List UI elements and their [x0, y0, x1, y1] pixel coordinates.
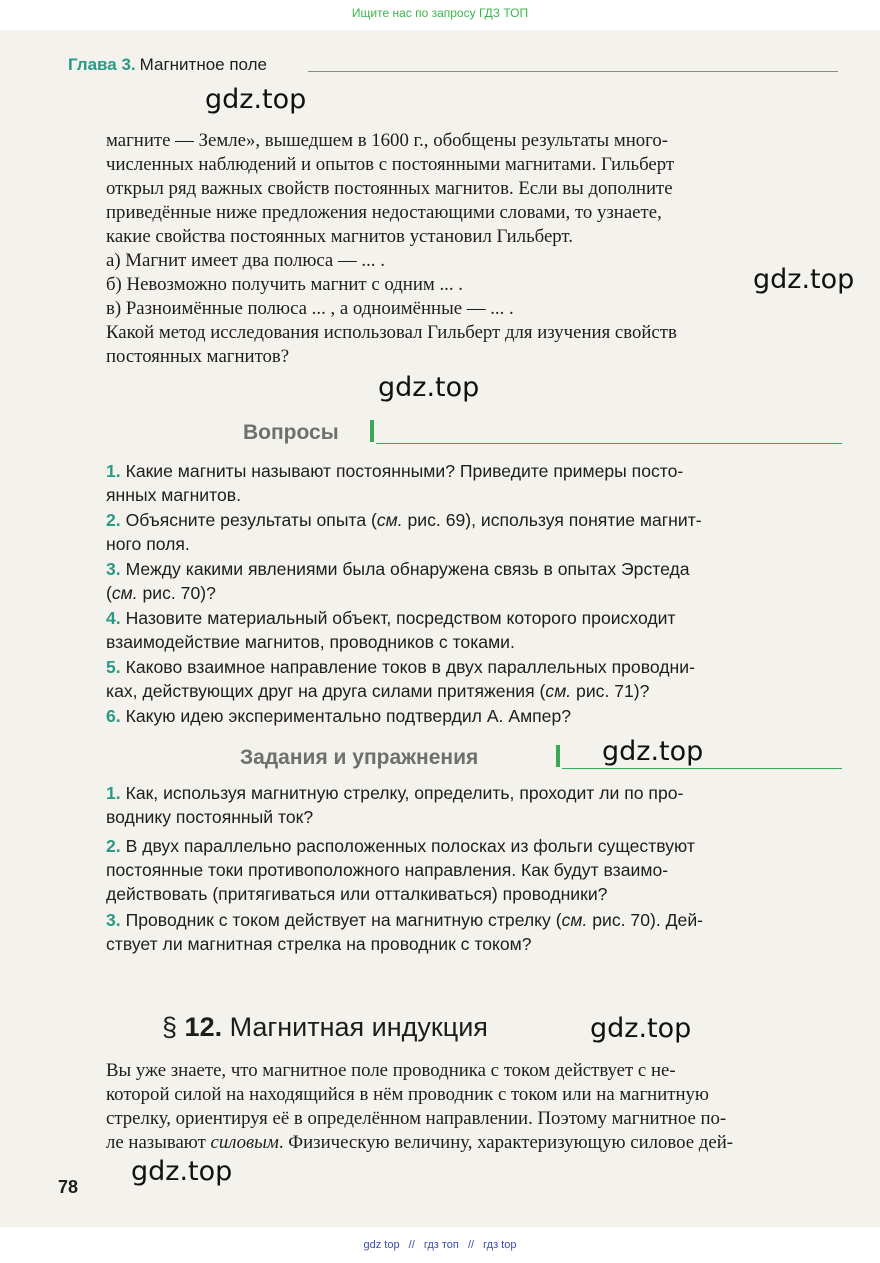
- task-item: 1. Как, используя магнитную стрелку, определить, проходит ли по про-: [106, 783, 684, 803]
- text-line: численных наблюдений и опытов с постоянными магнитами. Гильберт: [106, 154, 675, 175]
- heading-marker: [370, 420, 374, 442]
- chapter-label: Глава 3.: [68, 55, 136, 74]
- heading-marker: [556, 745, 560, 767]
- text-line: магните — Земле», вышедшем в 1600 г., обобщены результаты много-: [106, 130, 669, 151]
- bottom-banner[interactable]: [0, 1239, 880, 1251]
- task-item-cont: ствует ли магнитная стрелка на проводник с током?: [106, 934, 532, 954]
- watermark: gdz.top: [205, 84, 307, 115]
- heading-rule: [376, 443, 842, 444]
- question-item-cont: янных магнитов.: [106, 485, 242, 505]
- bottom-link[interactable]: гдз top: [483, 1239, 517, 1251]
- question-item: 1. Какие магниты называют постоянными? Приведите примеры посто-: [106, 461, 684, 481]
- text-line: Вы уже знаете, что магнитное поле проводника с током действует с не-: [106, 1060, 676, 1081]
- bottom-link[interactable]: gdz top: [363, 1239, 400, 1251]
- text-line: стрелку, ориентируя её в определённом направлении. Поэтому магнитное по-: [106, 1108, 727, 1129]
- watermark: gdz.top: [378, 372, 480, 403]
- question-item: 6. Какую идею экспериментально подтвердил А. Ампер?: [106, 706, 572, 726]
- question-item: 2. Объясните результаты опыта (см. рис. 69), используя понятие магнит-: [106, 510, 702, 530]
- question-item-cont: (см. рис. 70)?: [106, 583, 216, 603]
- task-item: 3. Проводник с током действует на магнитную стрелку (см. рис. 70). Дей-: [106, 910, 704, 930]
- text-line: Какой метод исследования использовал Гильберт для изучения свойств: [106, 322, 677, 343]
- text-line: которой силой на находящийся в нём проводник с током или на магнитную: [106, 1084, 709, 1105]
- tasks-heading: Задания и упражнения: [240, 746, 479, 769]
- task-item-cont: постоянные токи противоположного направления. Как будут взаимо-: [106, 860, 669, 880]
- intro-text: [106, 129, 842, 369]
- question-item: 4. Назовите материальный объект, посредством которого происходит: [106, 608, 676, 628]
- question-item: 3. Между какими явлениями была обнаружена связь в опытах Эрстеда: [106, 559, 690, 579]
- separator: //: [467, 1239, 475, 1251]
- watermark: gdz.top: [590, 1013, 692, 1044]
- question-item-cont: ках, действующих друг на друга силами притяжения (см. рис. 71)?: [106, 681, 650, 701]
- top-banner[interactable]: Ищите нас по запросу ГДЗ ТОП: [351, 6, 529, 20]
- watermark: gdz.top: [602, 736, 704, 767]
- task-item-cont: действовать (притягиваться или отталкиваться) проводники?: [106, 884, 608, 904]
- task-item-cont: воднику постоянный ток?: [106, 807, 314, 827]
- watermark: gdz.top: [753, 264, 855, 295]
- header-rule: [308, 71, 838, 72]
- question-item: 5. Каково взаимное направление токов в двух параллельных проводни-: [106, 657, 695, 677]
- separator: //: [408, 1239, 415, 1251]
- text-line: в) Разноимённые полюса ... , а одноимённые — ... .: [106, 298, 514, 319]
- question-item-cont: взаимодействие магнитов, проводников с токами.: [106, 632, 515, 652]
- chapter-title: Магнитное поле: [139, 55, 267, 74]
- task-item: 2. В двух параллельно расположенных полосках из фольги существуют: [106, 836, 695, 856]
- text-line: приведённые ниже предложения недостающими словами, то узнаете,: [106, 202, 662, 223]
- text-line: а) Магнит имеет два полюса — ... .: [106, 250, 385, 271]
- text-line: б) Невозможно получить магнит с одним ... .: [106, 274, 463, 295]
- questions-heading: Вопросы: [243, 421, 339, 444]
- text-line: ле называют силовым. Физическую величину, характеризующую силовое дей-: [106, 1132, 733, 1153]
- section-text: [106, 1059, 842, 1155]
- text-line: какие свойства постоянных магнитов установил Гильберт.: [106, 226, 573, 247]
- paragraph-title: § 12. Магнитная индукция: [162, 1012, 488, 1042]
- text-line: открыл ряд важных свойств постоянных магнитов. Если вы дополните: [106, 178, 673, 199]
- question-item-cont: ного поля.: [106, 534, 190, 554]
- bottom-link[interactable]: гдз топ: [423, 1239, 459, 1251]
- page-number: 78: [58, 1177, 79, 1197]
- watermark: gdz.top: [131, 1156, 233, 1187]
- chapter-header: [68, 55, 267, 75]
- heading-rule: [562, 768, 842, 769]
- text-line: постоянных магнитов?: [106, 346, 290, 367]
